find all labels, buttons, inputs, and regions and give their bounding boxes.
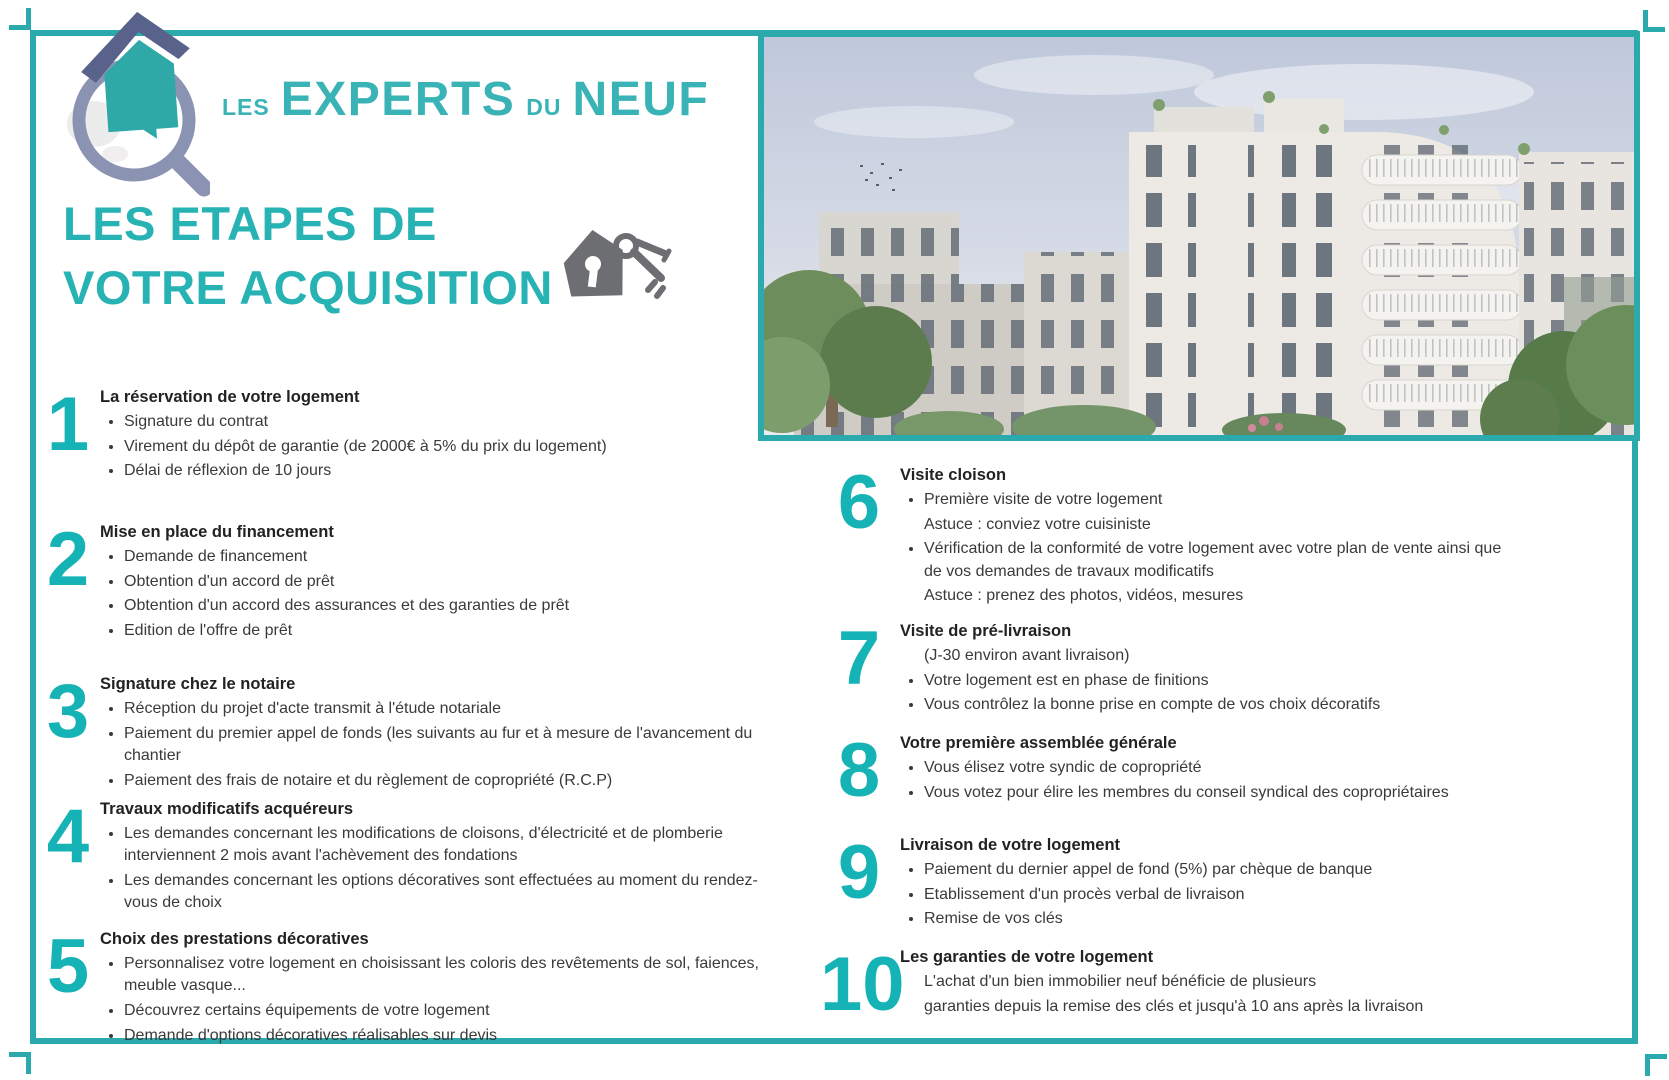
step-bullet: • Paiement du dernier appel de fond (5%) par chèque de banque [924,859,1520,881]
step-items [100,823,775,914]
step-bullet: • Réception du projet d'acte transmit à l'étude notariale [124,698,775,720]
step-bullet: • Obtention d'un accord de prêt [124,571,775,593]
step-title: La réservation de votre logement [100,388,360,406]
step-number: 8 [837,728,881,813]
step-number: 1 [46,382,90,467]
step-items [900,859,1520,930]
step-bullet: • Délai de réflexion de 10 jours [124,460,775,482]
logo-word-experts: EXPERTS [280,73,516,126]
step-note: Astuce : conviez votre cuisiniste [924,515,1151,533]
page-title [63,192,553,321]
step-note: Astuce : prenez des photos, vidéos, mesures [924,587,1244,605]
step-bullet: • Demande d'options décoratives réalisables sur devis [124,1025,775,1047]
step-bullet: • Votre logement est en phase de finitions [924,670,1520,692]
step-title: Votre première assemblée générale [900,734,1177,752]
corner-mark-top-right [1643,10,1665,32]
step-title: Livraison de votre logement [900,836,1121,854]
step-number: 3 [46,669,90,754]
step-note: (J-30 environ avant livraison) [924,647,1130,665]
step-bullet: • Etablissement d'un procès verbal de livraison [924,884,1520,906]
step-bullet: • Vérification de la conformité de votre logement avec votre plan de vente ainsi que de vos demandes de travaux modificatifs [924,538,1520,582]
step-bullet: • Personnalisez votre logement en choisissant les coloris des revêtements de sol, faiences, meuble vasque... [124,953,775,997]
step-bullet: • Signature du contrat [124,411,775,433]
magnifier-house-icon [58,2,210,200]
step-number: 5 [46,924,90,1009]
building-illustration [764,37,1634,435]
step-title: Signature chez le notaire [100,675,296,693]
step-title: Mise en place du financement [100,523,334,541]
step-4 [45,794,775,917]
step-bullet: • Vous contrôlez la bonne prise en compte de vos choix décoratifs [924,694,1520,716]
step-number: 4 [46,794,90,879]
step-1 [45,382,775,485]
step-10 [820,942,1520,1027]
step-bullet: • Découvrez certains équipements de votre logement [124,1000,775,1022]
step-title: Travaux modificatifs acquéreurs [100,800,354,818]
step-items [100,953,775,1046]
step-items [900,757,1520,804]
logo-word-neuf: NEUF [572,73,710,126]
step-3 [45,669,775,794]
new-apartment-building-photo [758,31,1640,441]
step-bullet: • Première visite de votre logement [924,489,1520,511]
step-bullet: • Edition de l'offre de prêt [124,620,775,642]
step-2 [45,517,775,645]
step-bullet: • Virement du dépôt de garantie (de 2000€ à 5% du prix du logement) [124,436,775,458]
page-title-line2: VOTRE ACQUISITION [63,261,553,315]
step-title: Choix des prestations décoratives [100,930,369,948]
step-items [900,971,1520,1018]
step-bullet: • Les demandes concernant les options décoratives sont effectuées au moment du rendez-vous de choix [124,870,775,914]
step-items [100,546,775,642]
logo-word-les: LES [222,94,270,120]
step-title: Visite de pré-livraison [900,622,1072,640]
step-number: 7 [837,616,881,701]
step-7 [820,616,1520,719]
step-9 [820,830,1520,933]
brand-logo-text [222,72,709,127]
step-items [900,489,1520,607]
house-keys-icon [558,220,672,306]
step-number: 6 [837,460,881,545]
step-items [900,645,1520,716]
step-number: 9 [837,830,881,915]
step-bullet: • Obtention d'un accord des assurances et des garanties de prêt [124,595,775,617]
step-bullet: • Demande de financement [124,546,775,568]
step-note: garanties depuis la remise des clés et jusqu'à 10 ans après la livraison [924,997,1424,1015]
step-title: Les garanties de votre logement [900,948,1154,966]
step-title: Visite cloison [900,466,1007,484]
step-bullet: • Vous élisez votre syndic de copropriété [924,757,1520,779]
corner-mark-bottom-left [9,1052,31,1074]
step-note: L'achat d'un bien immobilier neuf bénéficie de plusieurs [924,973,1317,991]
step-bullet: • Vous votez pour élire les membres du conseil syndical des copropriétaires [924,782,1520,804]
step-bullet: • Paiement du premier appel de fonds (les suivants au fur et à mesure de l'avancement du chantier [124,723,775,767]
step-items [100,698,775,791]
step-bullet: • Les demandes concernant les modifications de cloisons, d'électricité et de plomberie interviennent 2 mois avant l'achèvement des fondations [124,823,775,867]
step-6 [820,460,1520,610]
step-5 [45,924,775,1049]
step-items [100,411,775,482]
step-number: 2 [46,517,90,602]
step-bullet: • Paiement des frais de notaire et du règlement de copropriété (R.C.P) [124,770,775,792]
corner-mark-top-left [9,8,31,30]
step-number: 10 [820,942,905,1027]
step-bullet: • Remise de vos clés [924,908,1520,930]
page-title-line1: LES ETAPES DE [63,197,437,250]
step-8 [820,728,1520,813]
logo-word-du: DU [526,94,562,120]
corner-mark-bottom-right [1645,1054,1667,1076]
